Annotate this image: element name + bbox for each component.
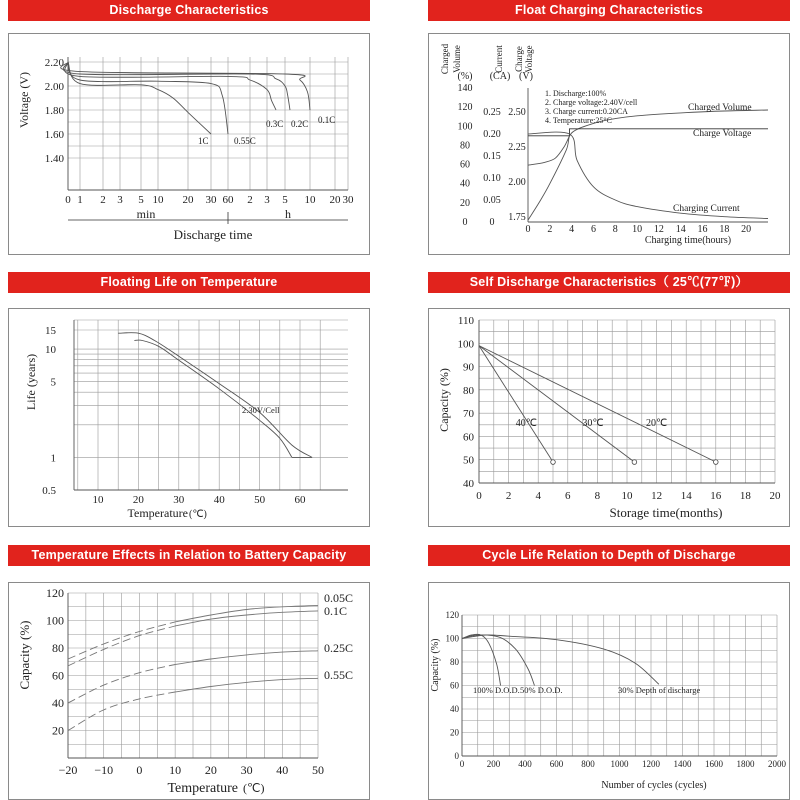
x-tick-label: 4	[569, 224, 575, 235]
series-line	[118, 333, 312, 458]
series-line	[479, 346, 634, 462]
note-text: 1. Discharge:100%	[545, 89, 607, 98]
series-label: 20℃	[645, 418, 668, 430]
y-tick-label: 1.80	[44, 105, 64, 117]
x-tick-label: 10	[169, 763, 182, 777]
series-label: 0.55C	[324, 668, 354, 682]
series-end-marker	[714, 460, 719, 465]
x-axis-unit: (℃)	[243, 781, 265, 795]
y-tick-label: 100	[46, 613, 64, 628]
series-label: 30% Depth of discharge	[618, 685, 701, 695]
self-discharge-panel	[428, 272, 790, 527]
y-tick-label: 1.60	[44, 129, 64, 141]
x-tick-label: 8	[612, 224, 618, 235]
x-tick-label: 20	[741, 224, 752, 235]
x-tick-label: 2	[547, 224, 553, 235]
x-tick-label: 6	[590, 224, 596, 235]
current-tick-label: 0.20	[483, 129, 501, 140]
note-text: 4. Temperature:25°C	[545, 116, 612, 125]
x-group-label-h: h	[285, 207, 291, 221]
x-tick-label: 30	[205, 194, 217, 206]
series-line	[134, 340, 292, 457]
y-tick-label: 15	[45, 325, 56, 337]
x-tick-label: 20	[329, 194, 341, 206]
temp-effects-panel	[8, 545, 370, 800]
temp-effects-header: Temperature Effects in Relation to Battery Capacity	[8, 545, 370, 566]
discharge-panel	[8, 0, 370, 255]
current-tick-label: 0	[489, 217, 495, 228]
y-tick-label: 5	[50, 376, 56, 389]
x-tick-label: 30	[342, 194, 354, 206]
x-tick-label: 1400	[673, 759, 692, 769]
axis-header-word: Voltage	[524, 45, 534, 73]
float-header: Float Charging Characteristics	[428, 0, 790, 21]
x-tick-label: 14	[680, 490, 692, 502]
x-tick-label: 0	[476, 490, 482, 502]
series-label: 30℃	[582, 418, 604, 430]
x-tick-label: 30	[240, 763, 253, 777]
current-tick-label: 0.15	[483, 151, 501, 162]
axis-header-unit: (V)	[519, 71, 533, 82]
x-tick-label: 10	[152, 194, 164, 206]
x-tick-label: 2	[505, 490, 512, 502]
x-tick-label: 60	[222, 194, 234, 206]
x-tick-label: 60	[294, 494, 306, 506]
y-tick-label: 1	[50, 452, 56, 465]
float-panel	[428, 0, 790, 255]
y-tick-label: 80	[450, 657, 459, 667]
volume-tick-label: 20	[460, 197, 470, 209]
y-tick-label: 50	[463, 454, 474, 467]
y-tick-label: 120	[445, 610, 459, 620]
note-text: 3. Charge current:0.20CA	[545, 107, 628, 116]
volume-tick-label: 100	[457, 121, 473, 133]
x-axis-title: Temperature	[167, 781, 238, 796]
self-discharge-chart	[428, 272, 790, 527]
x-tick-label: 1	[77, 194, 83, 206]
x-tick-label: 8	[594, 490, 601, 502]
x-tick-label: 30	[173, 494, 185, 506]
x-tick-label: 40	[213, 494, 225, 506]
cycle-life-chart	[428, 545, 790, 800]
x-tick-label: 1600	[705, 759, 723, 769]
floating-life-chart	[8, 272, 370, 527]
series-line	[479, 346, 553, 462]
x-tick-label: 5	[282, 194, 288, 206]
x-tick-label: 16	[710, 490, 722, 502]
y-tick-label: 70	[463, 408, 474, 421]
x-tick-label: 2000	[768, 759, 786, 769]
x-tick-label: 5	[138, 194, 144, 206]
current-tick-label: 0.05	[483, 195, 501, 206]
volume-tick-label: 140	[457, 83, 473, 94]
y-tick-label: 2.00	[44, 81, 64, 93]
y-tick-label: 60	[52, 668, 64, 683]
y-tick-label: 120	[46, 586, 64, 600]
volume-tick-label: 80	[460, 140, 470, 152]
x-tick-label: 20	[182, 194, 194, 206]
x-tick-label: 10	[632, 224, 643, 235]
self-discharge-header: Self Discharge Characteristics（ 25℃(77℉)）	[428, 272, 790, 293]
series-label: Charge Voltage	[693, 129, 752, 139]
x-tick-label: 20	[769, 490, 781, 502]
x-axis-title: Discharge time	[173, 227, 253, 242]
series-label: 100% D.O.D.	[473, 685, 520, 695]
x-tick-label: 600	[549, 759, 564, 769]
x-tick-label: 50	[312, 763, 324, 777]
x-tick-label: 800	[581, 759, 595, 769]
y-tick-label: 40	[463, 478, 474, 490]
axis-header-unit: (CA)	[489, 71, 511, 82]
x-tick-label: 3	[264, 194, 270, 206]
y-tick-label: 60	[463, 431, 474, 444]
voltage-tick-label: 2.25	[508, 142, 526, 153]
x-tick-label: 200	[486, 759, 501, 769]
temp-effects-chart	[8, 545, 370, 800]
x-tick-label: 0	[65, 194, 71, 206]
series-end-marker	[551, 460, 556, 465]
y-tick-label: 2.20	[44, 57, 64, 69]
voltage-tick-label: 2.50	[508, 107, 526, 118]
y-tick-label: 10	[45, 344, 56, 357]
axis-header-word: Volume	[452, 45, 462, 73]
voltage-tick-label: 2.00	[508, 177, 526, 188]
current-tick-label: 0.10	[483, 173, 501, 184]
series-label: 0.05C	[324, 591, 354, 605]
y-tick-label: 40	[450, 704, 459, 714]
cycle-life-panel	[428, 545, 790, 800]
volume-tick-label: 40	[460, 178, 470, 190]
voltage-tick-label: 1.75	[508, 212, 526, 223]
x-tick-label: 3	[117, 194, 123, 206]
series-annotation: 2.30V/Cell	[242, 405, 280, 415]
series-label: 50% D.O.D.	[520, 685, 563, 695]
series-end-marker	[632, 460, 637, 465]
float-chart	[428, 0, 790, 255]
y-tick-label: 1.40	[44, 153, 64, 165]
x-tick-label: 1800	[736, 759, 755, 769]
x-axis-title: Number of cycles (cycles)	[601, 780, 707, 791]
x-axis-unit: (℃)	[189, 509, 207, 520]
x-tick-label: 16	[697, 224, 708, 235]
series-line	[528, 136, 570, 165]
series-label: 40℃	[515, 418, 537, 430]
y-tick-label: 80	[52, 641, 64, 655]
x-tick-label: 400	[518, 759, 532, 769]
axis-header-word: Charged	[440, 43, 450, 75]
x-tick-label: 14	[675, 224, 686, 235]
x-tick-label: 2	[100, 194, 106, 206]
x-tick-label: 2	[247, 194, 253, 206]
y-axis-label: Capacity (%)	[437, 368, 451, 432]
x-axis-title: Storage time(months)	[609, 505, 723, 520]
axis-header-word: Current	[494, 45, 504, 73]
series-label: 0.1C	[324, 604, 348, 618]
y-tick-label: 110	[457, 315, 474, 327]
x-tick-label: 0	[459, 759, 465, 769]
series-label: Charging Current	[673, 204, 740, 214]
cycle-life-header: Cycle Life Relation to Depth of Discharge	[428, 545, 790, 566]
y-tick-label: 60	[450, 680, 459, 691]
x-tick-label: 0	[136, 763, 143, 777]
x-tick-label: 10	[304, 194, 316, 206]
y-tick-label: 100	[457, 338, 474, 351]
x-tick-label: 18	[719, 224, 730, 235]
series-line	[462, 635, 535, 686]
y-axis-label: Capacity (%)	[430, 638, 441, 692]
x-tick-label: 1000	[610, 759, 629, 769]
volume-tick-label: 0	[462, 217, 468, 228]
x-tick-label: 12	[653, 224, 664, 235]
x-tick-label: 20	[204, 763, 217, 777]
note-text: 2. Charge voltage:2.40V/cell	[545, 98, 638, 107]
x-axis-title: Temperature	[127, 506, 188, 520]
x-group-label-min: min	[136, 207, 156, 221]
y-tick-label: 100	[445, 633, 459, 644]
series-label: 0.55C	[234, 136, 256, 146]
x-tick-label: 10	[92, 494, 104, 506]
series-label: 0.2C	[291, 119, 309, 129]
x-tick-label: 0	[525, 224, 531, 235]
y-tick-label: 80	[463, 384, 474, 397]
series-label: 0.25C	[324, 641, 354, 655]
series-label: 1C	[198, 136, 209, 146]
x-tick-label: 12	[651, 490, 663, 502]
y-tick-label: 0.5	[42, 485, 56, 497]
y-tick-label: 20	[450, 727, 459, 738]
series-line	[462, 634, 501, 685]
x-tick-label: 10	[621, 490, 633, 502]
discharge-header: Discharge Characteristics	[8, 0, 370, 21]
y-tick-label: 20	[52, 723, 64, 738]
x-tick-label: 50	[254, 494, 266, 506]
current-tick-label: 0.25	[483, 107, 501, 118]
axis-header-unit: (%)	[457, 71, 473, 82]
x-tick-label: 20	[132, 494, 144, 506]
floating-life-header: Floating Life on Temperature	[8, 272, 370, 293]
x-tick-label: 18	[739, 490, 751, 502]
y-axis-label: Life (years)	[24, 353, 38, 411]
discharge-chart	[8, 0, 370, 255]
y-tick-label: 40	[52, 696, 64, 710]
x-tick-label: −10	[94, 763, 114, 777]
x-tick-label: 4	[535, 490, 541, 502]
series-line	[462, 635, 659, 684]
y-axis-label: Capacity (%)	[17, 620, 32, 690]
y-tick-label: 0	[454, 751, 459, 761]
floating-life-panel	[8, 272, 370, 527]
x-tick-label: 40	[276, 763, 289, 777]
y-tick-label: 90	[463, 361, 474, 374]
x-axis-title: Charging time(hours)	[644, 235, 732, 246]
series-label: Charged Volume	[688, 103, 752, 113]
x-tick-label: 1200	[642, 759, 660, 769]
series-label: 0.3C	[266, 119, 284, 129]
axis-header-word: Charge	[514, 46, 524, 72]
volume-tick-label: 60	[460, 159, 470, 171]
x-tick-label: 6	[565, 490, 571, 502]
volume-tick-label: 120	[457, 102, 473, 114]
series-label: 0.1C	[318, 115, 336, 125]
x-tick-label: −20	[58, 763, 78, 777]
y-axis-label: Voltage (V)	[17, 71, 31, 129]
